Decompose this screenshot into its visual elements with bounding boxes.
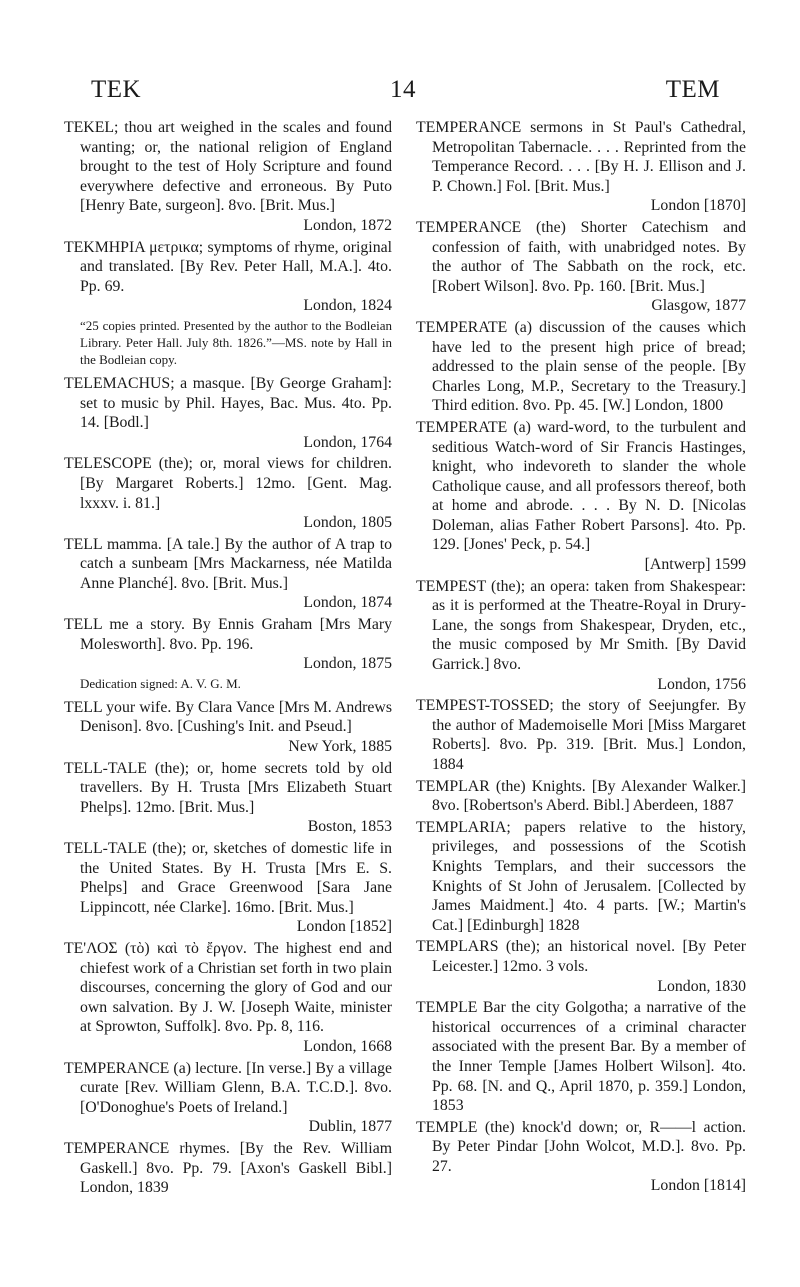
entry-text: TE'ΛΟΣ (τὸ) καὶ τὸ ἔργον. The highest end and chiefest work of a Christian set forth in two plain discourses, concerning the glory of God and our own salvation. By J. W. [Joseph Waite, minister at Sprowton, Suffolk]. 8vo. Pp. 8, 116. bbox=[64, 939, 392, 1036]
entry-text: TEKEL; thou art weighed in the scales and found wanting; or, the national religion of England brought to the test of Holy Scripture and found everywhere defective and erroneous. By Puto [Henry Bate, surgeon]. 8vo. [Brit. Mus.] bbox=[64, 119, 392, 215]
entry-tekel bbox=[64, 118, 392, 236]
header-left-guideword: TEK bbox=[91, 76, 142, 103]
entry-text: TELL-TALE (the); or, home secrets told by old travellers. By H. Trusta [Mrs Elizabeth Stuart Phelps]. 12mo. [Brit. Mus.] bbox=[64, 759, 392, 816]
entry-place: London [1870] bbox=[650, 197, 746, 215]
entry-place: Dublin, 1877 bbox=[308, 1118, 392, 1136]
entry-place: London, 1668 bbox=[303, 1037, 392, 1055]
entry-temperance-rhymes bbox=[64, 1139, 392, 1198]
entry-templars bbox=[416, 937, 746, 996]
entry-text: TEMPEST (the); an opera: taken from Shakespear: as it is performed at the Theatre-Royal in Drury-Lane, the songs from Shakespear, Dryden, etc., the music composed by Mr Smith. [By David Garrick.] 8vo. bbox=[416, 577, 746, 674]
entry-text: TEMPERANCE rhymes. [By the Rev. William Gaskell.] 8vo. Pp. 79. [Axon's Gaskell Bibl.] London, 1839 bbox=[64, 1139, 392, 1197]
entry-place: Glasgow, 1877 bbox=[651, 297, 746, 315]
entry-text: TEMPERANCE (a) lecture. [In verse.] By a village curate [Rev. William Glenn, B.A. T.C.D.]. 8vo. [O'Donoghue's Poets of Ireland.] bbox=[64, 1059, 392, 1116]
entry-tempest-tossed bbox=[416, 696, 746, 774]
entry-text: TELL me a story. By Ennis Graham [Mrs Mary Molesworth]. 8vo. Pp. 196. bbox=[64, 616, 392, 653]
entry-place: London, 1872 bbox=[303, 216, 392, 234]
entry-text: TEKMHPIA μετρικα; symptoms of rhyme, original and translated. [By Rev. Peter Hall, M.A.]. 4to. Pp. 69. bbox=[64, 238, 392, 295]
entry-place: London [1852] bbox=[296, 918, 392, 936]
entry-place: London, 1756 bbox=[657, 675, 746, 693]
entry-text: TEMPLARIA; papers relative to the history, privileges, and possessions of the Scotish Knights Templars, and their successors the Knights of St John of Jerusalem. [Collected by James Maidment.] 4to. 4 parts. [W.; Martin's Cat.] [Edinburgh] 1828 bbox=[416, 818, 746, 934]
entry-tell-tale-domestic-life bbox=[64, 839, 392, 937]
entry-text: TEMPLARS (the); an historical novel. [By Peter Leicester.] 12mo. 3 vols. bbox=[416, 938, 746, 975]
entry-tempest bbox=[416, 577, 746, 695]
entry-text: TELL-TALE (the); or, sketches of domestic life in the United States. By H. Trusta [Mrs E. S. Phelps] and Grace Greenwood [Sara Jane Lippincott, née Clarke]. 16mo. [Brit. Mus.] bbox=[64, 840, 392, 916]
entry-tekmhpia bbox=[64, 238, 392, 368]
entry-templaria bbox=[416, 818, 746, 936]
entry-text: TELL your wife. By Clara Vance [Mrs M. Andrews Denison]. 8vo. [Cushing's Init. and Pseud.] bbox=[64, 698, 392, 736]
entry-tell-mamma bbox=[64, 535, 392, 613]
entry-place: London [1814] bbox=[650, 1177, 746, 1195]
running-header bbox=[0, 76, 800, 106]
entry-telemachus bbox=[64, 374, 392, 452]
entry-tell-me-a-story bbox=[64, 615, 392, 692]
entry-text: TELL mamma. [A tale.] By the author of A trap to catch a sunbeam [Mrs Mackarness, née Matilda Anne Planché]. 8vo. [Brit. Mus.] bbox=[64, 535, 392, 592]
entry-temple-knockd-down bbox=[416, 1118, 746, 1196]
entry-tell-tale-home-secrets bbox=[64, 759, 392, 837]
entry-place: London, 1874 bbox=[303, 594, 392, 612]
right-column bbox=[416, 118, 746, 1198]
entry-note: “25 copies printed. Presented by the author to the Bodleian Library. Peter Hall. July 8th. 1826.”—MS. note by Hall in the Bodleian copy. bbox=[80, 317, 392, 367]
entry-temperance-sermons bbox=[416, 118, 746, 216]
entry-telescope bbox=[64, 454, 392, 532]
entry-text: TEMPEST-TOSSED; the story of Seejungfer. By the author of Mademoiselle Mori [Miss Margaret Roberts]. 8vo. Pp. 319. [Brit. Mus.] London, 1884 bbox=[416, 697, 746, 773]
entry-temperance-lecture bbox=[64, 1059, 392, 1137]
left-column bbox=[64, 118, 392, 1200]
entry-place: [Antwerp] 1599 bbox=[644, 556, 746, 574]
entry-temperance-catechism bbox=[416, 218, 746, 316]
entry-temperate-discussion bbox=[416, 318, 746, 416]
entry-temple-bar bbox=[416, 998, 746, 1116]
entry-tell-your-wife bbox=[64, 698, 392, 757]
page-number: 14 bbox=[390, 76, 416, 103]
entry-temperate-ward-word bbox=[416, 418, 746, 575]
entry-place: Boston, 1853 bbox=[307, 818, 392, 836]
entry-place: London, 1805 bbox=[303, 514, 392, 532]
entry-text: TEMPERANCE sermons in St Paul's Cathedral, Metropolitan Tabernacle. . . . Reprinted from the Temperance Record. . . . [By H. J. Ellison and J. P. Chown.] Fol. [Brit. Mus.] bbox=[416, 119, 746, 195]
entry-place: London, 1764 bbox=[303, 433, 392, 451]
header-right-guideword: TEM bbox=[665, 76, 720, 103]
entry-templar-knights bbox=[416, 777, 746, 816]
entry-place: London, 1830 bbox=[657, 977, 746, 995]
entry-text: TELEMACHUS; a masque. [By George Graham]: set to music by Phil. Hayes, Bac. Mus. 4to. Pp. 14. [Bodl.] bbox=[64, 374, 392, 432]
entry-place: London, 1824 bbox=[303, 297, 392, 315]
entry-place: New York, 1885 bbox=[288, 738, 392, 756]
entry-text: TEMPERATE (a) discussion of the causes which have led to the present high price of bread; addressed to the plain sense of the people. [By Charles Long, M.P., Secretary to the Treasury.] Third edition. 8vo. Pp. 45. [W.] London, 1800 bbox=[416, 318, 746, 415]
entry-text: TEMPERATE (a) ward-word, to the turbulent and seditious Watch-word of Sir Francis Hastinges, knight, who indevoreth to slander the whole Catholique cause, and all professors thereof, both at home and abrode. . . . By N. D. [Nicolas Doleman, alias Father Robert Parsons]. 4to. Pp. 129. [Jones' Peck, p. 54.] bbox=[416, 418, 746, 554]
entry-place: London, 1875 bbox=[303, 655, 392, 673]
entry-note: Dedication signed: A. V. G. M. bbox=[80, 675, 241, 691]
entry-text: TEMPERANCE (the) Shorter Catechism and confession of faith, with unabridged notes. By the author of The Sabbath on the rock, etc. [Robert Wilson]. 8vo. Pp. 160. [Brit. Mus.] bbox=[416, 218, 746, 295]
entry-text: TEMPLE Bar the city Golgotha; a narrative of the historical occurrences of a criminal character associated with the present Bar. By a member of the Inner Temple [James Holbert Wilson]. 4to. Pp. 68. [N. and Q., April 1870, p. 359.] London, 1853 bbox=[416, 999, 746, 1115]
entry-telos bbox=[64, 939, 392, 1057]
entry-text: TELESCOPE (the); or, moral views for children. [By Margaret Roberts.] 12mo. [Gent. Mag. lxxxv. i. 81.] bbox=[64, 455, 392, 512]
entry-text: TEMPLAR (the) Knights. [By Alexander Walker.] 8vo. [Robertson's Aberd. Bibl.] Aberdeen, 1887 bbox=[416, 777, 746, 815]
entry-text: TEMPLE (the) knock'd down; or, R——l action. By Peter Pindar [John Wolcot, M.D.]. 8vo. Pp. 27. bbox=[416, 1118, 746, 1175]
